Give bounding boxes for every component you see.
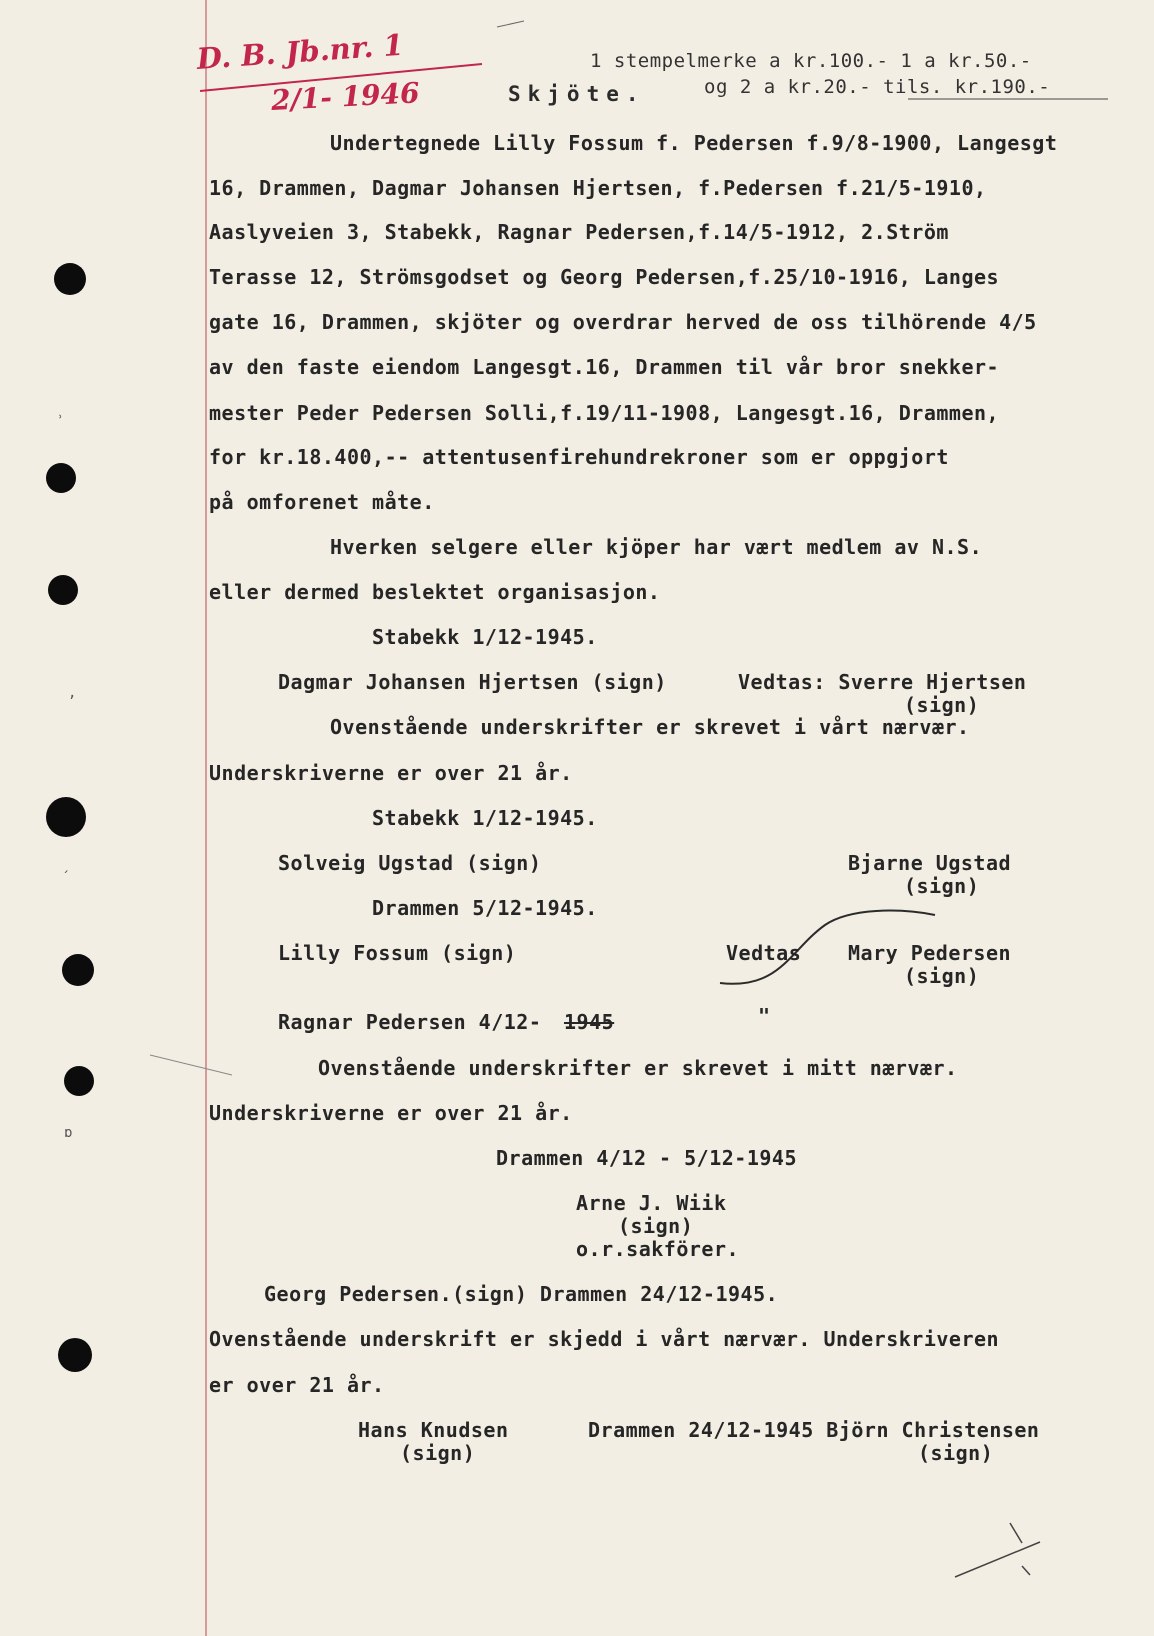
sign-mark: (sign)	[400, 1441, 476, 1465]
signature-line: Arne J. Wiik	[576, 1191, 727, 1215]
place-date: Drammen 4/12 - 5/12-1945	[496, 1146, 797, 1170]
witness-statement: Ovenstående underskrifter er skrevet i vårt nærvær.	[330, 715, 970, 739]
deed-text-line: mester Peder Pedersen Solli,f.19/11-1908, Langesgt.16, Drammen,	[209, 401, 1000, 425]
signature-line: Georg Pedersen.(sign) Drammen 24/12-1945.	[264, 1282, 779, 1306]
place-date: Stabekk 1/12-1945.	[372, 806, 598, 830]
signature-line: Lilly Fossum (sign)	[278, 941, 517, 965]
deed-text-line: 16, Drammen, Dagmar Johansen Hjertsen, f.Pedersen f.21/5-1910,	[209, 176, 987, 200]
approval-line: Vedtas	[726, 941, 802, 965]
signature-line: Mary Pedersen	[848, 941, 1012, 965]
stamp-duty-line-2: og 2 a kr.20.- tils. kr.190.-	[704, 76, 1051, 98]
sign-mark: (sign)	[618, 1214, 694, 1238]
signature-line: Solveig Ugstad (sign)	[278, 851, 542, 875]
ditto-mark: "	[758, 1004, 771, 1028]
deed-text-line: for kr.18.400,-- attentusenfirehundrekroner som er oppgjort	[209, 445, 949, 469]
ink-speck: ˏ	[62, 857, 71, 873]
witness-statement: er over 21 år.	[209, 1373, 385, 1397]
registry-mark: D. B. Jb.nr. 1	[195, 27, 405, 76]
struck-year: 1945	[564, 1010, 615, 1034]
ink-speck: ˒	[56, 410, 65, 426]
witness-statement: Ovenstående underskrifter er skrevet i mitt nærvær.	[318, 1056, 958, 1080]
witness-statement: Underskriverne er over 21 år.	[209, 761, 573, 785]
deed-text-line: Aaslyveien 3, Stabekk, Ragnar Pedersen,f.14/5-1912, 2.Ström	[209, 220, 949, 244]
approval-line: Vedtas: Sverre Hjertsen	[738, 670, 1027, 694]
place-date: Drammen 5/12-1945.	[372, 896, 598, 920]
sign-mark: (sign)	[904, 693, 980, 717]
deed-text-line: gate 16, Drammen, skjöter og overdrar herved de oss tilhörende 4/5	[209, 310, 1037, 334]
place-date: Stabekk 1/12-1945.	[372, 625, 598, 649]
ink-speck: ‚	[68, 685, 77, 701]
registry-date: 2/1- 1946	[270, 76, 421, 117]
ink-speck: ɒ	[64, 1125, 73, 1141]
witness-statement: Underskriverne er over 21 år.	[209, 1101, 573, 1125]
signatory-title: o.r.sakförer.	[576, 1237, 740, 1261]
sign-mark: (sign)	[918, 1441, 994, 1465]
signature-line: Drammen 24/12-1945 Björn Christensen	[588, 1418, 1040, 1442]
deed-text-line: på omforenet måte.	[209, 490, 435, 514]
declaration-line: eller dermed beslektet organisasjon.	[209, 580, 661, 604]
signature-line: Bjarne Ugstad	[848, 851, 1012, 875]
deed-text-line: Terasse 12, Strömsgodset og Georg Pedersen,f.25/10-1916, Langes	[209, 265, 1000, 289]
signature-line: Dagmar Johansen Hjertsen (sign)	[278, 670, 667, 694]
declaration-line: Hverken selgere eller kjöper har vært medlem av N.S.	[330, 535, 983, 559]
sign-mark: (sign)	[904, 964, 980, 988]
signature-line: Hans Knudsen	[358, 1418, 509, 1442]
signature-line: Ragnar Pedersen 4/12-	[278, 1010, 542, 1034]
sign-mark: (sign)	[904, 874, 980, 898]
stamp-duty-line-1: 1 stempelmerke a kr.100.- 1 a kr.50.-	[590, 50, 1032, 72]
deed-text-line: av den faste eiendom Langesgt.16, Drammen til vår bror snekker-	[209, 355, 1000, 379]
deed-text-line: Undertegnede Lilly Fossum f. Pedersen f.9/8-1900, Langesgt	[330, 131, 1058, 155]
document-title: Skjöte.	[508, 82, 646, 106]
witness-statement: Ovenstående underskrift er skjedd i vårt nærvær. Underskriveren	[209, 1327, 1000, 1351]
